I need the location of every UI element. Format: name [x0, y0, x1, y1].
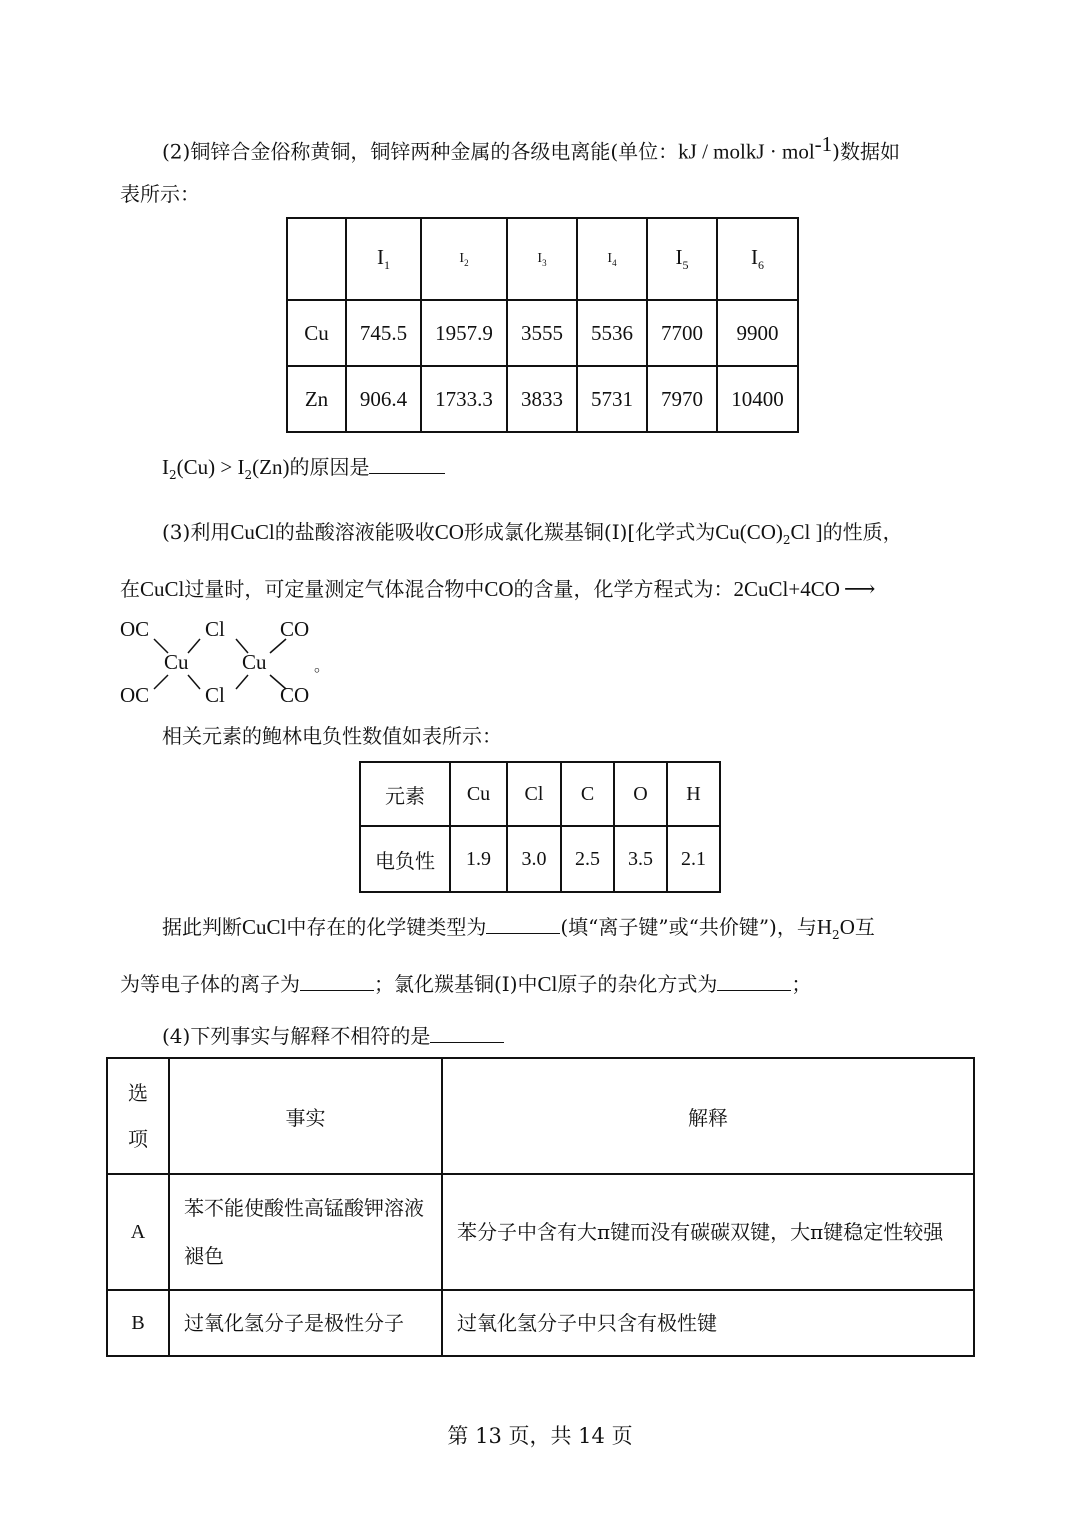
- table-cell: 1.9: [450, 826, 507, 892]
- header-o: O: [614, 762, 667, 826]
- header-i1: $I_1$: [346, 218, 421, 300]
- answer-blank[interactable]: [369, 455, 445, 474]
- cu-right-label: Cu: [242, 650, 267, 674]
- fact-b: 过氧化氢分子是极性分子: [169, 1290, 442, 1356]
- header-cl: Cl: [507, 762, 561, 826]
- facts-explanations-table: [106, 1057, 975, 1357]
- cl-top-label: Cl: [205, 617, 225, 641]
- ionization-energy-table: [286, 217, 799, 433]
- cl-bottom-label: Cl: [205, 683, 225, 707]
- table-cell: 3555: [507, 300, 577, 366]
- header-element: 元素: [360, 762, 450, 826]
- row-label-zn: Zn: [287, 366, 346, 432]
- table-row: [287, 300, 798, 366]
- explanation-a: 苯分子中含有大π键而没有碳碳双键，大π键稳定性较强: [442, 1174, 974, 1290]
- answer-blank[interactable]: [717, 972, 791, 991]
- page-number-footer: 第 13 页，共 14 页: [447, 1424, 633, 1448]
- q4-prompt: (4)下列事实与解释不相符的是: [162, 1022, 504, 1050]
- electronegativity-table: [359, 761, 721, 893]
- co-bottom-label: CO: [280, 683, 310, 707]
- answer-blank[interactable]: [300, 972, 374, 991]
- oc-top-label: OC: [120, 617, 150, 641]
- header-h: H: [667, 762, 720, 826]
- option-a: A: [107, 1174, 169, 1290]
- table-row: [107, 1290, 974, 1356]
- table-row: [107, 1174, 974, 1290]
- table-cell: 3833: [507, 366, 577, 432]
- header-explanation: 解释: [442, 1058, 974, 1174]
- table-header-row: [287, 218, 798, 300]
- header-i3: $I_3$: [507, 218, 577, 300]
- header-fact: 事实: [169, 1058, 442, 1174]
- fact-a: 苯不能使酸性高锰酸钾溶液褪色: [169, 1174, 442, 1290]
- header-i2: $I_2$: [421, 218, 507, 300]
- table-row: [360, 826, 720, 892]
- structure-period: 。: [314, 658, 331, 675]
- table-cell: 1957.9: [421, 300, 507, 366]
- table-cell: 10400: [717, 366, 798, 432]
- answer-blank[interactable]: [430, 1024, 504, 1043]
- electronegativity-intro: 相关元素的鲍林电负性数值如表所示：: [162, 724, 502, 748]
- co-top-label: CO: [280, 617, 310, 641]
- header-i6: $I_6$: [717, 218, 798, 300]
- answer-blank[interactable]: [486, 915, 560, 934]
- header-i5: $I_5$: [647, 218, 717, 300]
- option-b: B: [107, 1290, 169, 1356]
- table-cell: 5536: [577, 300, 647, 366]
- table-cell: 745.5: [346, 300, 421, 366]
- table-cell: 7700: [647, 300, 717, 366]
- q3-bond-question: 据此判断CuCl中存在的化学键类型为 (填“离子键”或“共价键”)，与$H_2O$互: [162, 915, 875, 942]
- row-label-electronegativity: 电负性: [360, 826, 450, 892]
- table-header-row: [360, 762, 720, 826]
- table-cell: 3.0: [507, 826, 561, 892]
- table-cell: 3.5: [614, 826, 667, 892]
- q3-ion-question: 为等电子体的离子为 ；氯化羰基铜(I)中Cl原子的杂化方式为 ；: [120, 972, 812, 996]
- q2-intro-line1: (2)铜锌合金俗称黄铜，铜锌两种金属的各级电离能(单位：kJ / molkJ · mol$^{-1}$)数据如: [162, 132, 900, 164]
- table-cell: 5731: [577, 366, 647, 432]
- table-header-row: [107, 1058, 974, 1174]
- explanation-b: 过氧化氢分子中只含有极性键: [442, 1290, 974, 1356]
- copper-complex-structure: [118, 615, 348, 715]
- header-i4: $I_4$: [577, 218, 647, 300]
- table-cell: 906.4: [346, 366, 421, 432]
- header-cu: Cu: [450, 762, 507, 826]
- table-cell: 9900: [717, 300, 798, 366]
- q3-intro-line1: (3)利用CuCl的盐酸溶液能吸收CO形成氯化羰基铜(I)[化学式为$Cu(CO)_2Cl$ ]的性质，: [162, 520, 903, 547]
- header-c: C: [561, 762, 614, 826]
- table-cell: 7970: [647, 366, 717, 432]
- q3-intro-line2: 在CuCl过量时，可定量测定气体混合物中CO的含量，化学方程式为：2CuCl+4CO ⟶: [120, 577, 876, 602]
- cu-left-label: Cu: [164, 650, 189, 674]
- table-cell: 2.5: [561, 826, 614, 892]
- oc-bottom-label: OC: [120, 683, 150, 707]
- table-cell: 2.1: [667, 826, 720, 892]
- table-cell: 1733.3: [421, 366, 507, 432]
- q2-intro-line2: 表所示：: [120, 182, 200, 206]
- q2-comparison-question: $I_2(Cu) > I_2(Zn)$的原因是: [162, 453, 445, 489]
- table-row: [287, 366, 798, 432]
- header-option: 选 项: [107, 1058, 169, 1174]
- row-label-cu: Cu: [287, 300, 346, 366]
- table-corner-cell: [287, 218, 346, 300]
